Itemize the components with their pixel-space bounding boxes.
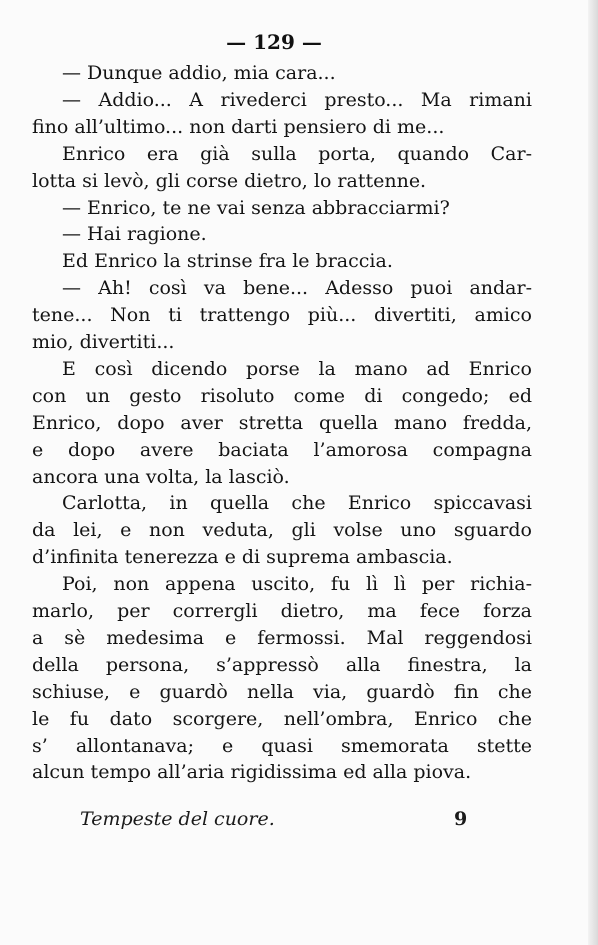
text-line: Enrico, dopo aver stretta quella mano fredda, <box>32 412 532 434</box>
text-line: le fu dato scorgere, nell’ombra, Enrico che <box>32 708 532 730</box>
text-line: — Ah! così va bene... Adesso puoi andar- <box>62 277 532 299</box>
text-line: Poi, non appena uscito, fu lì lì per richia- <box>62 573 532 595</box>
text-line: con un gesto risoluto come di congedo; ed <box>32 385 532 407</box>
text-line: e dopo avere baciata l’amorosa compagna <box>32 439 532 461</box>
text-line: — Addio... A rivederci presto... Ma rimani <box>62 89 532 111</box>
text-line: marlo, per corrergli dietro, ma fece forza <box>32 600 532 622</box>
text-line: d’infinita tenerezza e di suprema ambascia. <box>32 546 453 568</box>
page-number: — 129 — <box>226 30 322 54</box>
text-line: — Hai ragione. <box>62 223 207 245</box>
text-line: fino all’ultimo... non darti pensiero di me... <box>32 116 445 138</box>
text-line: lotta si levò, gli corse dietro, lo rattenne. <box>32 170 427 192</box>
text-line: Carlotta, in quella che Enrico spiccavasi <box>62 492 532 514</box>
text-line: schiuse, e guardò nella via, guardò fin che <box>32 681 532 703</box>
text-line: da lei, e non veduta, gli volse uno sguardo <box>32 519 532 541</box>
text-line: a sè medesima e fermossi. Mal reggendosi <box>32 627 532 649</box>
text-line: Enrico era già sulla porta, quando Car- <box>62 143 532 165</box>
signature-mark: 9 <box>454 808 468 830</box>
running-footer-title: Tempeste del cuore. <box>80 808 275 830</box>
text-line: E così dicendo porse la mano ad Enrico <box>62 358 532 380</box>
text-line: ancora una volta, la lasciò. <box>32 466 290 488</box>
text-line: della persona, s’appressò alla finestra, la <box>32 654 532 676</box>
text-line: s’ allontanava; e quasi smemorata stette <box>32 735 532 757</box>
text-line: — Dunque addio, mia cara... <box>62 62 336 84</box>
text-line: — Enrico, te ne vai senza abbracciarmi? <box>62 197 450 219</box>
page-edge-shadow <box>588 0 598 945</box>
text-line: tene... Non ti trattengo più... divertiti, amico <box>32 304 532 326</box>
text-line: alcun tempo all’aria rigidissima ed alla piova. <box>32 761 472 783</box>
text-line: Ed Enrico la strinse fra le braccia. <box>62 250 393 272</box>
text-line: mio, divertiti... <box>32 331 175 353</box>
